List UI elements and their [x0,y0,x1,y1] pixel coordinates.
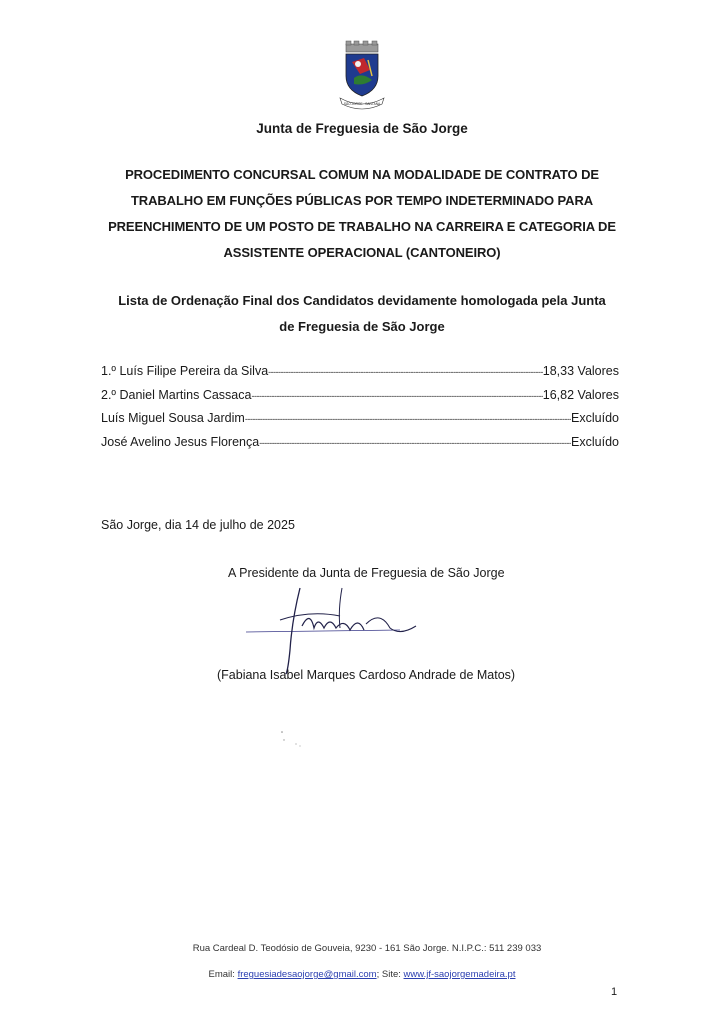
scan-specks [278,726,308,756]
candidate-name: Luís Miguel Sousa Jardim [101,411,245,425]
footer-address: Rua Cardeal D. Teodósio de Gouveia, 9230 - 161 São Jorge. N.I.P.C.: 511 239 033 [192,943,542,954]
page-number: 1 [611,986,618,998]
dotted-leader [259,438,571,448]
candidate-result: Excluído [571,411,619,425]
email-label: Email: [208,969,235,980]
site-link[interactable]: www.jf-saojorgemadeira.pt [403,969,516,980]
footer-contacts [0,969,724,980]
list-item [101,388,619,412]
crest-caption: SÃO JORGE · SANTANA [343,102,381,106]
candidate-name: José Avelino Jesus Florença [101,434,260,449]
list-item [101,435,619,459]
email-link[interactable]: freguesiadesaojorge@gmail.com [237,969,377,980]
site-label: ; Site: [376,969,401,980]
date-line: São Jorge, dia 14 de julho de 2025 [101,518,295,532]
list-item [101,411,619,435]
candidate-result: 16,82 Valores [542,387,619,402]
handwritten-signature-icon [240,580,440,675]
signatory-name: (Fabiana Isabel Marques Cardoso Andrade de Matos) [217,668,516,682]
candidate-name: 1.º Luís Filipe Pereira da Silva [101,364,269,378]
dotted-leader [268,367,543,377]
signatory-role: A Presidente da Junta de Freguesia de São Jorge [228,566,505,580]
candidate-result: Excluído [571,434,619,449]
candidate-name: 2.º Daniel Martins Cassaca [101,387,252,402]
candidate-result: 18,33 Valores [542,364,619,378]
organization-name: Junta de Freguesia de São Jorge [256,121,468,136]
document-subtitle: Lista de Ordenação Final dos Candidatos devidamente homologada pela Junta de Freguesia de São Jorge [118,293,606,334]
dotted-leader [245,414,571,424]
candidate-list [101,364,619,458]
list-item [101,364,619,388]
document-title: PROCEDIMENTO CONCURSAL COMUM NA MODALIDADE DE CONTRATO DE TRABALHO EM FUNÇÕES PÚBLICAS POR TEMPO INDETERMINADO PARA PREENCHIMENTO DE UM POSTO DE TRABALHO NA CARREIRA E CATEGORIA DE ASSISTENTE OPERACIONAL (CANTONEIRO) [108,167,616,260]
coat-of-arms-icon [334,40,390,110]
dotted-leader [251,391,542,401]
